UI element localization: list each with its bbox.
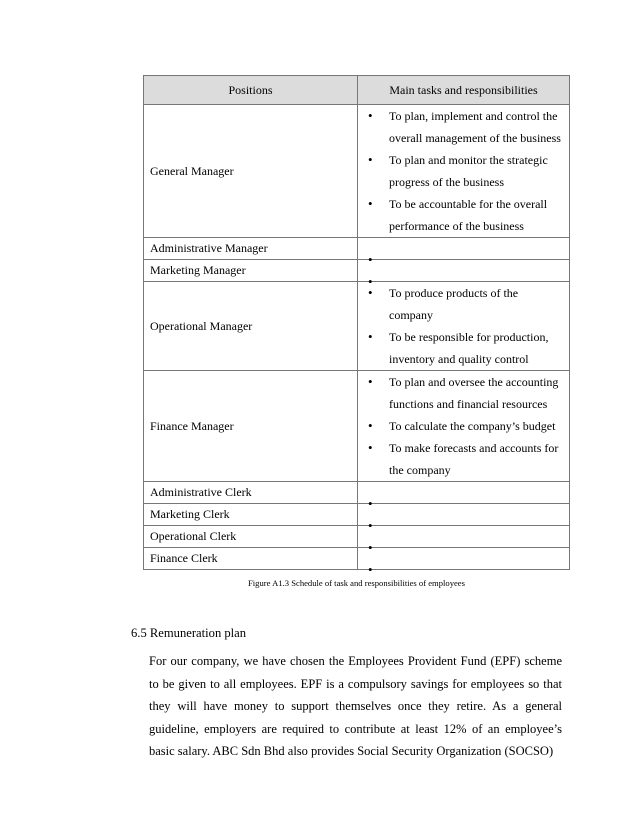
task-list bbox=[364, 282, 563, 370]
position-cell: Operational Manager bbox=[144, 282, 358, 371]
responsibilities-table bbox=[143, 75, 570, 570]
table-header-row bbox=[144, 76, 570, 105]
table-row bbox=[144, 504, 570, 526]
section-heading: 6.5 Remuneration plan bbox=[131, 626, 247, 640]
task-item: • To produce products of the company bbox=[364, 282, 563, 326]
tasks-cell bbox=[358, 504, 570, 526]
tasks-cell bbox=[358, 548, 570, 570]
body-paragraph: For our company, we have chosen the Employees Provident Fund (EPF) scheme to be given to all employees. EPF is a compulsory savings for employees so that they will have money to support themselves once they retire. As a general guideline, employers are required to contribute at least 12% of an employee’s basic salary. ABC Sdn Bhd also provides Social Security Organization (SOCSO) bbox=[149, 654, 562, 759]
table-row bbox=[144, 371, 570, 482]
tasks-cell bbox=[358, 260, 570, 282]
tasks-cell bbox=[358, 238, 570, 260]
tasks-cell bbox=[358, 282, 570, 371]
table-row bbox=[144, 526, 570, 548]
tasks-cell bbox=[358, 482, 570, 504]
tasks-cell bbox=[358, 371, 570, 482]
position-cell: General Manager bbox=[144, 105, 358, 238]
task-item: • To be accountable for the overall performance of the business bbox=[364, 193, 563, 237]
task-item: • To make forecasts and accounts for the company bbox=[364, 437, 563, 481]
header-positions: Positions bbox=[144, 76, 358, 105]
task-item: • To be responsible for production, inventory and quality control bbox=[364, 326, 563, 370]
table-row bbox=[144, 548, 570, 570]
task-list bbox=[364, 105, 563, 237]
position-cell: Marketing Clerk bbox=[144, 504, 358, 526]
table-row bbox=[144, 105, 570, 238]
task-item: • To calculate the company’s budget bbox=[364, 415, 563, 437]
tasks-cell bbox=[358, 105, 570, 238]
figure-caption: Figure A1.3 Schedule of task and responsibilities of employees bbox=[248, 578, 465, 588]
position-cell: Administrative Manager bbox=[144, 238, 358, 260]
task-item: • To plan and monitor the strategic progress of the business bbox=[364, 149, 563, 193]
table-row bbox=[144, 260, 570, 282]
tasks-cell bbox=[358, 526, 570, 548]
position-cell: Finance Clerk bbox=[144, 548, 358, 570]
table-row bbox=[144, 482, 570, 504]
position-cell: Administrative Clerk bbox=[144, 482, 358, 504]
header-tasks: Main tasks and responsibilities bbox=[358, 76, 570, 105]
task-list bbox=[364, 371, 563, 481]
position-cell: Operational Clerk bbox=[144, 526, 358, 548]
task-item: • To plan and oversee the accounting functions and financial resources bbox=[364, 371, 563, 415]
table-row bbox=[144, 282, 570, 371]
position-cell: Marketing Manager bbox=[144, 260, 358, 282]
table-row bbox=[144, 238, 570, 260]
position-cell: Finance Manager bbox=[144, 371, 358, 482]
task-item: • To plan, implement and control the overall management of the business bbox=[364, 105, 563, 149]
